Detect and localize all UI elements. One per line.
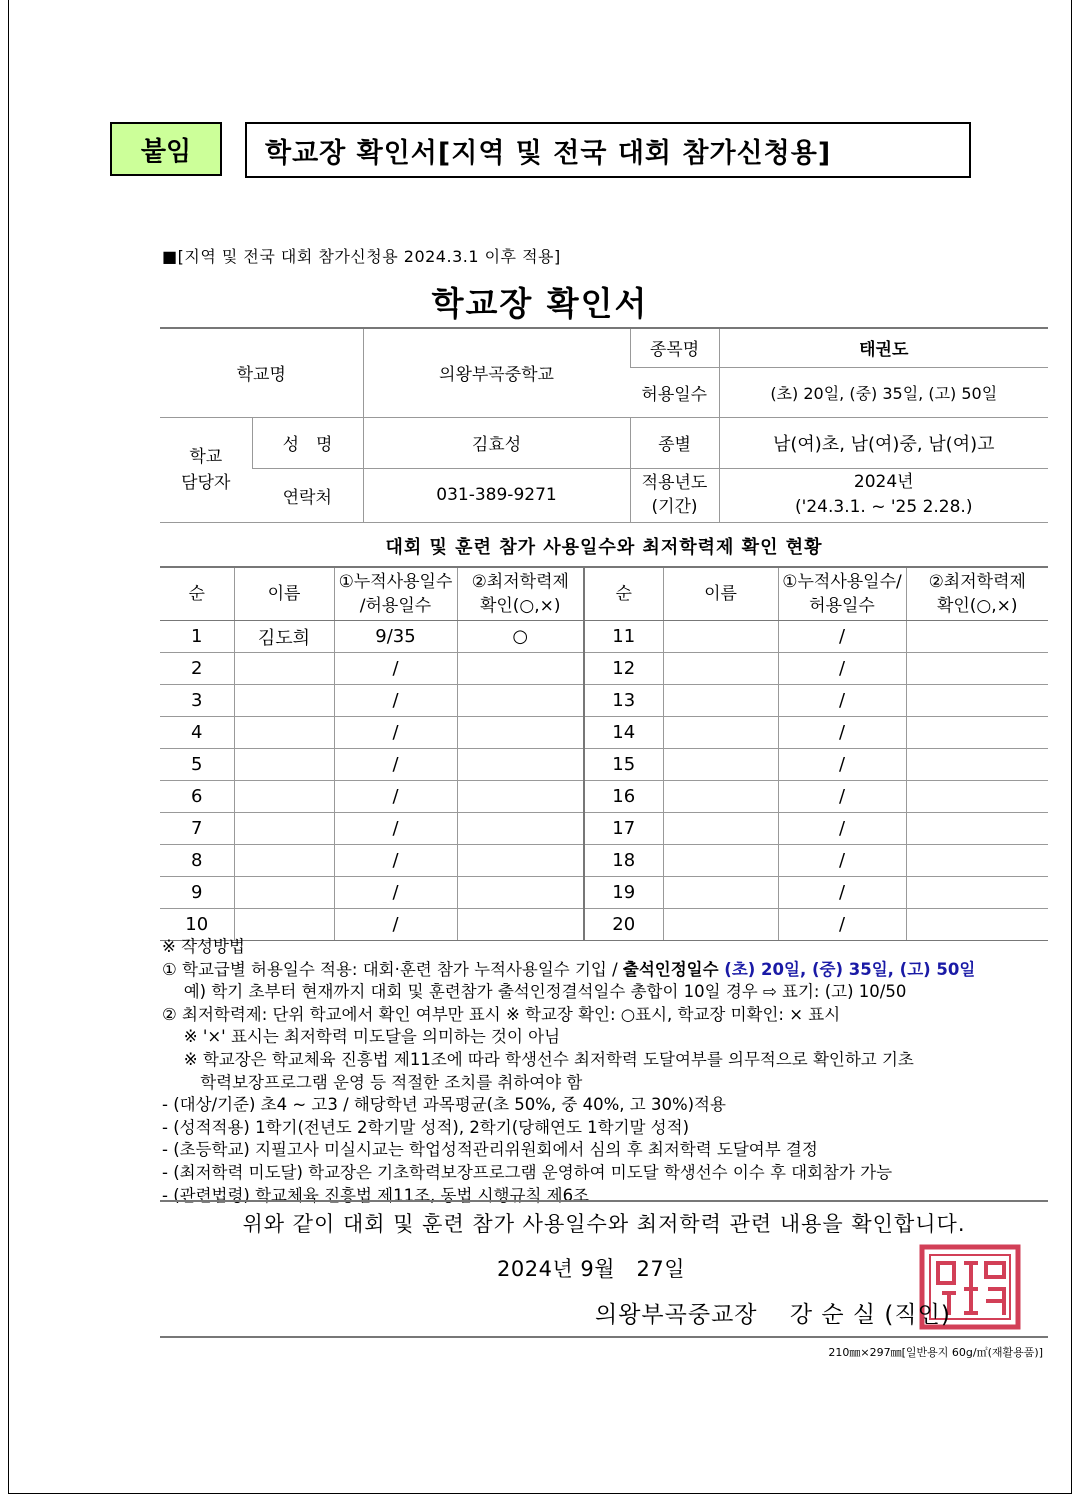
instruction-line-4: ※ '×' 표시는 최저학력 미도달을 의미하는 것이 아님 [162, 1027, 561, 1047]
header-name: 이름 [234, 567, 334, 621]
row-check: ○ [457, 621, 584, 653]
row-name-2 [663, 685, 778, 717]
issue-date: 2024년 9월 27일 [497, 1257, 686, 1281]
header-no-2: 순 [584, 567, 663, 621]
header-check-2: ②최저학력제 확인(○,×) [906, 567, 1048, 621]
row-name [234, 653, 334, 685]
instruction-line-8: - (성적적용) 1학기(전년도 2학기말 성적), 2학기(당해연도 1학기말 성적) [162, 1117, 690, 1137]
table-row [160, 653, 1048, 685]
instructions-heading: ※ 작성방법 [162, 937, 245, 956]
row-name [234, 685, 334, 717]
table-row [160, 685, 1048, 717]
row-name [234, 845, 334, 877]
row-check [457, 813, 584, 845]
table-row [160, 877, 1048, 909]
table-row [160, 749, 1048, 781]
row-check-2 [906, 813, 1048, 845]
instruction-line-11: - (관련법령) 학교체육 진흥법 제11조, 동법 시행규칙 제6조 [162, 1185, 589, 1205]
row-no-2: 20 [584, 909, 663, 941]
instruction-line-7: - (대상/기준) 초4 ~ 고3 / 해당학년 과목평균(초 50%, 중 40%, 고 30%)적용 [162, 1095, 726, 1115]
row-days: / [334, 685, 457, 717]
contact-label: 연락처 [252, 468, 363, 522]
row-no-2: 12 [584, 653, 663, 685]
year-label: 적용년도 (기간) [630, 468, 719, 522]
status-subtitle: 대회 및 훈련 참가 사용일수와 최저학력제 확인 현황 [385, 537, 823, 558]
instruction-line-3: ② 최저학력제: 단위 학교에서 확인 여부만 표시 ※ 학교장 확인: ○표시, 학교장 미확인: × 표시 [162, 1004, 841, 1024]
document-title: 학교장 확인서[지역 및 전국 대회 참가신청용] [245, 122, 971, 178]
instructions [162, 936, 1052, 1207]
header-no: 순 [160, 567, 234, 621]
row-no: 6 [160, 781, 234, 813]
instruction-line-5: ※ 학교장은 학교체육 진흥법 제11조에 따라 학생선수 최저학력 도달여부를 의무적으로 확인하고 기초 [162, 1049, 914, 1069]
row-check [457, 653, 584, 685]
info-table [160, 327, 1048, 523]
attendance-label: 출석인정일수 [622, 959, 725, 979]
row-days-2: / [778, 749, 906, 781]
type-label: 종별 [630, 417, 719, 468]
paper-spec-note: 210㎜×297㎜[일반용지 60g/㎡(재활용품)] [828, 1346, 1043, 1359]
row-no-2: 13 [584, 685, 663, 717]
row-no-2: 14 [584, 717, 663, 749]
row-check-2 [906, 685, 1048, 717]
row-check-2 [906, 845, 1048, 877]
name-value: 김효성 [363, 417, 630, 468]
confirmation-statement: 위와 같이 대회 및 훈련 참가 사용일수와 최저학력 관련 내용을 확인합니다. [242, 1212, 966, 1236]
allow-value: (초) 20일, (중) 35일, (고) 50일 [719, 367, 1048, 417]
row-no: 1 [160, 621, 234, 653]
row-no-2: 19 [584, 877, 663, 909]
row-days-2: / [778, 621, 906, 653]
row-check-2 [906, 717, 1048, 749]
row-name-2 [663, 717, 778, 749]
principal-signature: 의왕부곡중교장 강 순 실 (직인) [595, 1302, 951, 1328]
row-name [234, 781, 334, 813]
row-check [457, 749, 584, 781]
row-days-2: / [778, 813, 906, 845]
name-label: 성 명 [252, 417, 363, 468]
header-check: ②최저학력제 확인(○,×) [457, 567, 584, 621]
year-value-cell [719, 468, 1048, 522]
row-days: / [334, 813, 457, 845]
header-name-2: 이름 [663, 567, 778, 621]
row-days: / [334, 909, 457, 941]
row-no: 7 [160, 813, 234, 845]
row-check [457, 685, 584, 717]
attendance-days: (초) 20일, (중) 35일, (고) 50일 [724, 959, 976, 979]
row-check-2 [906, 653, 1048, 685]
row-check-2 [906, 877, 1048, 909]
divider [160, 1200, 1048, 1202]
row-days-2: / [778, 717, 906, 749]
row-no: 8 [160, 845, 234, 877]
table-row [160, 717, 1048, 749]
attachment-badge: 붙임 [110, 122, 222, 176]
participant-table [160, 566, 1048, 941]
school-label: 학교명 [160, 328, 363, 417]
row-days: / [334, 781, 457, 813]
row-name-2 [663, 877, 778, 909]
row-no-2: 15 [584, 749, 663, 781]
row-name: 김도희 [234, 621, 334, 653]
instruction-line-1 [162, 959, 1052, 982]
row-name-2 [663, 749, 778, 781]
sport-value: 태권도 [719, 328, 1048, 367]
row-name [234, 877, 334, 909]
allow-label: 허용일수 [630, 367, 719, 417]
main-title: 학교장 확인서 [431, 284, 649, 323]
row-check [457, 781, 584, 813]
row-check-2 [906, 621, 1048, 653]
row-days-2: / [778, 653, 906, 685]
row-name [234, 717, 334, 749]
header-days: ①누적사용일수 /허용일수 [334, 567, 457, 621]
row-name-2 [663, 845, 778, 877]
row-name [234, 749, 334, 781]
period-value: ('24.3.1. ~ '25 2.28.) [795, 497, 973, 517]
row-check [457, 877, 584, 909]
row-no: 2 [160, 653, 234, 685]
row-name-2 [663, 781, 778, 813]
applicability-note: ■[지역 및 전국 대회 참가신청용 2024.3.1 이후 적용] [162, 247, 561, 266]
manager-label: 학교 담당자 [160, 417, 252, 522]
row-days: / [334, 845, 457, 877]
instruction-line-9: - (초등학교) 지필고사 미실시교는 학업성적관리위원회에서 심의 후 최저학력 도달여부 결정 [162, 1140, 818, 1160]
table-row [160, 813, 1048, 845]
instruction-line-2: 예) 학기 초부터 현재까지 대회 및 훈련참가 출석인정결석일수 총합이 10일 경우 ⇨ 표기: (고) 10/50 [162, 982, 907, 1002]
row-days-2: / [778, 685, 906, 717]
row-no-2: 18 [584, 845, 663, 877]
row-days: / [334, 749, 457, 781]
sport-label: 종목명 [630, 328, 719, 367]
row-days: / [334, 653, 457, 685]
instruction-line-10: - (최저학력 미도달) 학교장은 기초학력보장프로그램 운영하여 미도달 학생선수 이수 후 대회참가 가능 [162, 1162, 893, 1182]
row-check-2 [906, 781, 1048, 813]
row-no-2: 11 [584, 621, 663, 653]
row-days-2: / [778, 877, 906, 909]
instruction-1-text: ① 학교급별 허용일수 적용: 대회·훈련 참가 누적사용일수 기입 / [162, 959, 623, 979]
row-check [457, 845, 584, 877]
row-no: 10 [160, 909, 234, 941]
header-days-2: ①누적사용일수/ 허용일수 [778, 567, 906, 621]
row-name-2 [663, 621, 778, 653]
row-no: 5 [160, 749, 234, 781]
row-no: 4 [160, 717, 234, 749]
school-value: 의왕부곡중학교 [363, 328, 630, 417]
row-days-2: / [778, 845, 906, 877]
row-days: / [334, 717, 457, 749]
table-row [160, 781, 1048, 813]
row-name-2 [663, 813, 778, 845]
row-days-2: / [778, 909, 906, 941]
row-no-2: 17 [584, 813, 663, 845]
type-value: 남(여)초, 남(여)중, 남(여)고 [719, 417, 1048, 468]
row-no: 3 [160, 685, 234, 717]
row-days: / [334, 877, 457, 909]
row-no-2: 16 [584, 781, 663, 813]
row-name [234, 813, 334, 845]
row-no: 9 [160, 877, 234, 909]
bottom-rule [160, 1336, 1048, 1338]
year-value: 2024년 [853, 472, 914, 492]
row-name-2 [663, 653, 778, 685]
row-check-2 [906, 749, 1048, 781]
table-row [160, 845, 1048, 877]
row-days: 9/35 [334, 621, 457, 653]
row-check [457, 717, 584, 749]
row-days-2: / [778, 781, 906, 813]
contact-value: 031-389-9271 [363, 468, 630, 522]
instruction-line-6: 학력보장프로그램 운영 등 적절한 조치를 취하여야 함 [162, 1072, 583, 1092]
table-row [160, 621, 1048, 653]
